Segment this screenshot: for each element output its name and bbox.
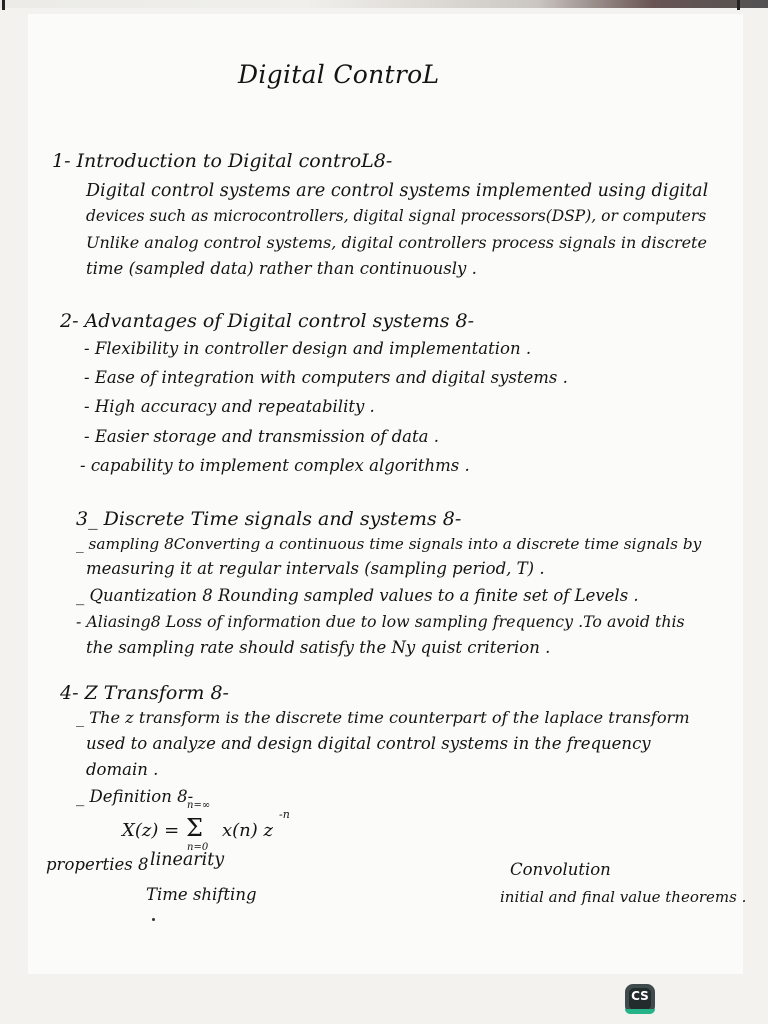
formula-body: x(n) z bbox=[222, 820, 273, 841]
scan-edge-mark-right bbox=[737, 0, 740, 10]
formula-upper-limit: n=∞ bbox=[187, 800, 211, 811]
intro-line: Unlike analog control systems, digital controllers process signals in discrete bbox=[86, 233, 707, 252]
discrete-line: measuring it at regular intervals (sampling period, T) . bbox=[86, 559, 545, 578]
scan-top-edge bbox=[0, 0, 768, 8]
section-heading-introduction: 1- Introduction to Digital controL8- bbox=[52, 150, 393, 172]
advantage-item: - High accuracy and repeatability . bbox=[84, 397, 375, 416]
z-transform-line: _ The z transform is the discrete time counterpart of the laplace transform bbox=[76, 708, 690, 727]
formula-exponent: -n bbox=[279, 808, 290, 821]
property-item: Time shifting bbox=[146, 885, 257, 904]
badge-label: CS bbox=[631, 989, 649, 1003]
property-item: initial and final value theorems . bbox=[500, 888, 747, 906]
property-item: Convolution bbox=[510, 860, 611, 879]
advantage-item: - Easier storage and transmission of data . bbox=[84, 427, 439, 446]
ink-dot bbox=[152, 918, 155, 921]
advantage-item: - Ease of integration with computers and digital systems . bbox=[84, 368, 568, 387]
intro-line: time (sampled data) rather than continuously . bbox=[86, 259, 477, 278]
discrete-line: _ Quantization 8 Rounding sampled values to a finite set of Levels . bbox=[76, 586, 639, 605]
intro-line: devices such as microcontrollers, digital signal processors(DSP), or computers bbox=[86, 207, 707, 225]
formula-lhs: X(z) = bbox=[122, 820, 180, 841]
z-transform-line: domain . bbox=[86, 760, 159, 779]
advantage-item: - Flexibility in controller design and implementation . bbox=[84, 339, 532, 358]
intro-line: Digital control systems are control systems implemented using digital bbox=[86, 181, 709, 201]
section-heading-discrete-time: 3_ Discrete Time signals and systems 8- bbox=[76, 508, 462, 530]
badge-stripe bbox=[625, 1009, 655, 1014]
property-item: linearity bbox=[150, 850, 225, 870]
page-title: Digital ControL bbox=[238, 60, 440, 89]
section-heading-z-transform: 4- Z Transform 8- bbox=[60, 682, 229, 704]
formula-lower-limit: n=0 bbox=[187, 842, 209, 853]
z-transform-line: used to analyze and design digital control systems in the frequency bbox=[86, 734, 651, 753]
properties-label: properties 8 bbox=[46, 855, 149, 874]
discrete-line: _ sampling 8Converting a continuous time signals into a discrete time signals by bbox=[76, 535, 702, 553]
camscanner-logo-icon bbox=[625, 984, 655, 1014]
advantage-item: - capability to implement complex algorithms . bbox=[80, 456, 470, 475]
discrete-line: - Aliasing8 Loss of information due to low sampling frequency .To avoid this bbox=[76, 612, 685, 631]
section-heading-advantages: 2- Advantages of Digital control systems 8- bbox=[60, 310, 475, 332]
definition-label: _ Definition 8- bbox=[76, 787, 194, 806]
discrete-line: the sampling rate should satisfy the Ny quist criterion . bbox=[86, 638, 551, 657]
summation-symbol: Σ bbox=[186, 814, 203, 842]
scan-edge-mark-left bbox=[2, 0, 5, 10]
